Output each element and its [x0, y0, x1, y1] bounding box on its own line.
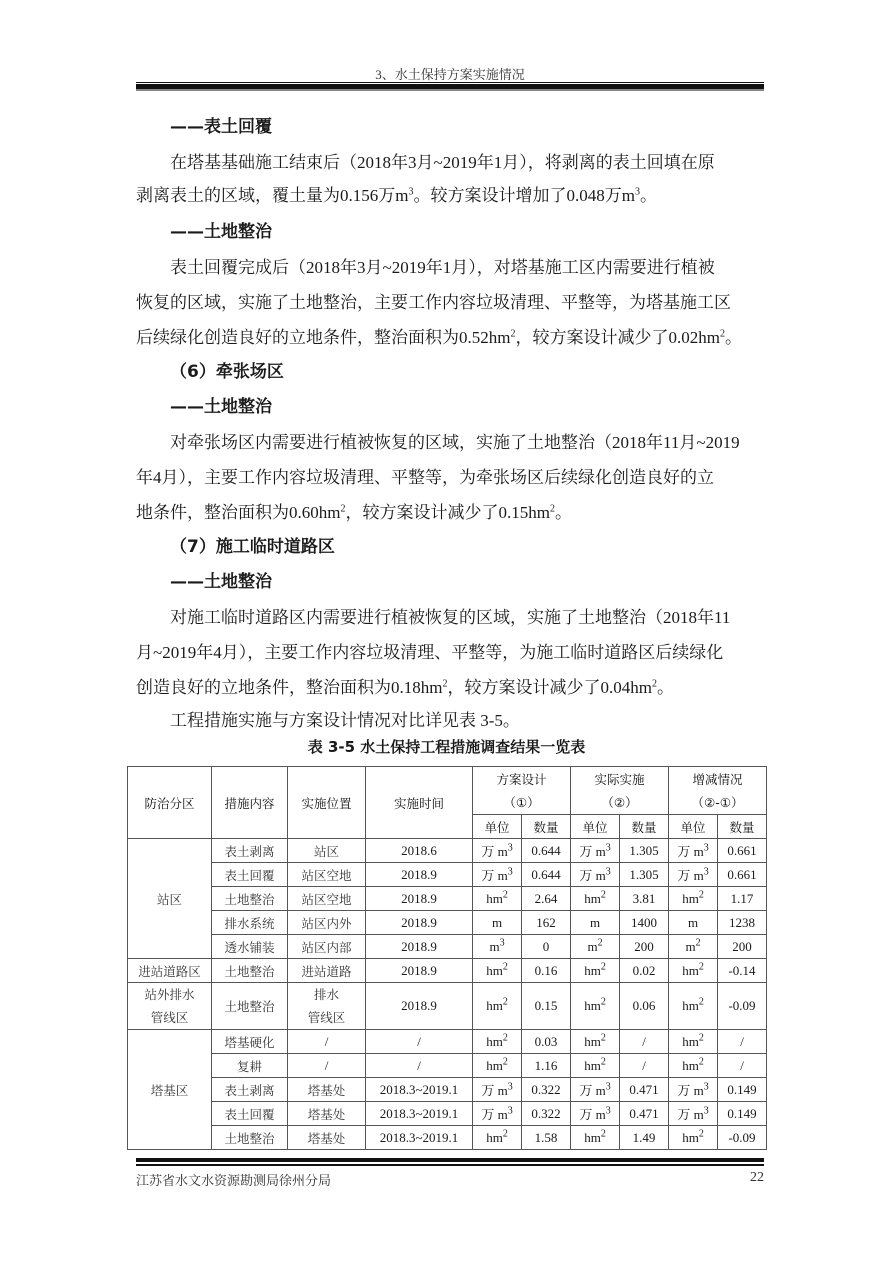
unit-cell: 万 $m^3$ — [473, 1078, 522, 1102]
unit-cell: 万 $m^3$ — [473, 839, 522, 863]
table-caption: 表 3-5 水土保持工程措施调查结果一览表 — [307, 738, 586, 756]
time-cell: 2018.9 — [366, 959, 473, 983]
location-cell: 站区空地 — [288, 863, 366, 887]
paragraph-line: 表土回覆完成后（2018年3月~2019年1月），对塔基施工区内需要进行植被 — [170, 258, 715, 277]
section-title-temp-road: （7）施工临时道路区 — [170, 537, 335, 557]
table-row — [128, 863, 767, 887]
unit-cell: 万 $m^3$ — [473, 1102, 522, 1126]
location-cell: 站区内外 — [288, 911, 366, 935]
unit-cell: $m^2$ — [669, 935, 718, 959]
unit-cell: m — [571, 911, 620, 935]
quantity-cell: 0.661 — [718, 839, 767, 863]
location-cell: 站区空地 — [288, 887, 366, 911]
time-cell: 2018.6 — [366, 839, 473, 863]
quantity-cell: 0.16 — [522, 959, 571, 983]
quantity-cell: 1.49 — [620, 1126, 669, 1150]
location-cell: 进站道路 — [288, 959, 366, 983]
measure-cell: 土地整治 — [212, 1126, 288, 1150]
unit-cell: $hm^2$ — [571, 959, 620, 983]
location-cell: 站区内部 — [288, 935, 366, 959]
page-number: 22 — [750, 1170, 764, 1185]
unit-cell: $hm^2$ — [571, 887, 620, 911]
quantity-cell: / — [718, 1030, 767, 1054]
header-design: 方案设计 （①） — [473, 767, 571, 815]
time-cell: 2018.3~2019.1 — [366, 1102, 473, 1126]
time-cell: 2018.9 — [366, 887, 473, 911]
unit-cell: $hm^2$ — [571, 983, 620, 1030]
section-heading-land-rehab: ——土地整治 — [170, 572, 272, 592]
unit-cell: $hm^2$ — [473, 1030, 522, 1054]
paragraph-line: 在塔基基础施工结束后（2018年3月~2019年1月），将剥离的表土回填在原 — [170, 153, 715, 172]
header-unit: 单位 — [571, 815, 620, 839]
location-cell: 站区 — [288, 839, 366, 863]
paragraph-line: 月~2019年4月），主要工作内容垃圾清理、平整等，为施工临时道路区后续绿化 — [136, 643, 724, 662]
header-rule — [136, 82, 764, 91]
measure-cell: 土地整治 — [212, 959, 288, 983]
section-heading-topsoil-backfill: ——表土回覆 — [170, 117, 272, 137]
quantity-cell: 2.64 — [522, 887, 571, 911]
quantity-cell: -0.14 — [718, 959, 767, 983]
measure-cell: 土地整治 — [212, 887, 288, 911]
header-unit: 单位 — [473, 815, 522, 839]
table-row — [128, 1102, 767, 1126]
header-measure: 措施内容 — [212, 767, 288, 839]
measure-cell: 排水系统 — [212, 911, 288, 935]
section-title-tension-site: （6）牵张场区 — [170, 362, 284, 382]
time-cell: / — [366, 1030, 473, 1054]
unit-cell: $hm^2$ — [571, 1054, 620, 1078]
quantity-cell: 0.06 — [620, 983, 669, 1030]
table-row — [128, 911, 767, 935]
measure-cell: 土地整治 — [212, 983, 288, 1030]
paragraph-line: 对施工临时道路区内需要进行植被恢复的区域，实施了土地整治（2018年11 — [170, 608, 731, 627]
quantity-cell: 162 — [522, 911, 571, 935]
table-row — [128, 983, 767, 1030]
time-cell: 2018.9 — [366, 911, 473, 935]
quantity-cell: 1.58 — [522, 1126, 571, 1150]
header-qty: 数量 — [620, 815, 669, 839]
quantity-cell: 0.471 — [620, 1078, 669, 1102]
unit-cell: $hm^2$ — [473, 887, 522, 911]
measure-cell: 塔基硬化 — [212, 1030, 288, 1054]
header-qty: 数量 — [522, 815, 571, 839]
unit-cell: m — [669, 911, 718, 935]
section-heading-land-rehab: ——土地整治 — [170, 222, 272, 242]
header-location: 实施位置 — [288, 767, 366, 839]
unit-cell: 万 $m^3$ — [669, 863, 718, 887]
quantity-cell: 1238 — [718, 911, 767, 935]
quantity-cell: / — [620, 1054, 669, 1078]
quantity-cell: 0.644 — [522, 863, 571, 887]
location-cell: / — [288, 1030, 366, 1054]
paragraph-line: 后续绿化创造良好的立地条件，整治面积为$0.52hm^2$，较方案设计减少了$0.02hm^2$。 — [136, 328, 742, 347]
section-heading-land-rehab: ——土地整治 — [170, 397, 272, 417]
unit-cell: $hm^2$ — [669, 959, 718, 983]
quantity-cell: 200 — [620, 935, 669, 959]
zone-cell: 进站道路区 — [128, 959, 212, 983]
quantity-cell: 1.17 — [718, 887, 767, 911]
time-cell: 2018.9 — [366, 863, 473, 887]
unit-cell: $hm^2$ — [473, 1126, 522, 1150]
unit-cell: m — [473, 911, 522, 935]
unit-cell: 万 $m^3$ — [571, 1078, 620, 1102]
quantity-cell: 0.03 — [522, 1030, 571, 1054]
measure-cell: 表土回覆 — [212, 1102, 288, 1126]
zone-cell: 塔基区 — [128, 1030, 212, 1150]
paragraph-line: 工程措施实施与方案设计情况对比详见表 3-5。 — [170, 711, 520, 730]
quantity-cell: 3.81 — [620, 887, 669, 911]
quantity-cell: / — [718, 1054, 767, 1078]
table-row — [128, 1030, 767, 1054]
unit-cell: $hm^2$ — [669, 983, 718, 1030]
quantity-cell: 200 — [718, 935, 767, 959]
table-row — [128, 1078, 767, 1102]
unit-cell: $hm^2$ — [571, 1126, 620, 1150]
unit-cell: 万 $m^3$ — [669, 1102, 718, 1126]
quantity-cell: / — [620, 1030, 669, 1054]
quantity-cell: 1400 — [620, 911, 669, 935]
zone-cell: 站区 — [128, 839, 212, 959]
quantity-cell: 1.305 — [620, 839, 669, 863]
quantity-cell: 0.322 — [522, 1078, 571, 1102]
unit-cell: $hm^2$ — [669, 1030, 718, 1054]
unit-cell: $m^3$ — [473, 935, 522, 959]
paragraph-line: 年4月），主要工作内容垃圾清理、平整等，为牵张场区后续绿化创造良好的立 — [136, 468, 714, 487]
unit-cell: $hm^2$ — [669, 1054, 718, 1078]
measure-cell: 表土剥离 — [212, 1078, 288, 1102]
time-cell: 2018.3~2019.1 — [366, 1078, 473, 1102]
paragraph-line: 地条件，整治面积为$0.60hm^2$，较方案设计减少了$0.15hm^2$。 — [136, 503, 572, 522]
quantity-cell: 0.02 — [620, 959, 669, 983]
unit-cell: 万 $m^3$ — [571, 1102, 620, 1126]
time-cell: 2018.3~2019.1 — [366, 1126, 473, 1150]
quantity-cell: 0.322 — [522, 1102, 571, 1126]
measure-cell: 透水铺装 — [212, 935, 288, 959]
unit-cell: $hm^2$ — [473, 959, 522, 983]
unit-cell: $hm^2$ — [473, 983, 522, 1030]
paragraph-line: 对牵张场区内需要进行植被恢复的区域，实施了土地整治（2018年11月~2019 — [170, 433, 740, 452]
quantity-cell: 0.644 — [522, 839, 571, 863]
table-row — [128, 839, 767, 863]
unit-cell: 万 $m^3$ — [669, 1078, 718, 1102]
measure-cell: 表土回覆 — [212, 863, 288, 887]
quantity-cell: 0.149 — [718, 1102, 767, 1126]
table-row — [128, 959, 767, 983]
time-cell: 2018.9 — [366, 935, 473, 959]
quantity-cell: 0.471 — [620, 1102, 669, 1126]
footer-rule — [136, 1158, 764, 1166]
table-row — [128, 935, 767, 959]
header-change: 增减情况 （②-①） — [669, 767, 767, 815]
quantity-cell: -0.09 — [718, 1126, 767, 1150]
location-cell: 塔基处 — [288, 1078, 366, 1102]
unit-cell: $hm^2$ — [571, 1030, 620, 1054]
table-row — [128, 887, 767, 911]
unit-cell: $hm^2$ — [669, 1126, 718, 1150]
unit-cell: 万 $m^3$ — [571, 839, 620, 863]
time-cell: / — [366, 1054, 473, 1078]
location-cell: 排水 管线区 — [288, 983, 366, 1030]
location-cell: 塔基处 — [288, 1102, 366, 1126]
measure-cell: 表土剥离 — [212, 839, 288, 863]
zone-cell: 站外排水 管线区 — [128, 983, 212, 1030]
unit-cell: 万 $m^3$ — [571, 863, 620, 887]
paragraph-line: 创造良好的立地条件，整治面积为$0.18hm^2$，较方案设计减少了$0.04hm^2$。 — [136, 678, 674, 697]
measure-cell: 复耕 — [212, 1054, 288, 1078]
unit-cell: $m^2$ — [571, 935, 620, 959]
paragraph-line: 恢复的区域，实施了土地整治，主要工作内容垃圾清理、平整等，为塔基施工区 — [136, 293, 731, 312]
unit-cell: 万 $m^3$ — [473, 863, 522, 887]
quantity-cell: 0.15 — [522, 983, 571, 1030]
location-cell: / — [288, 1054, 366, 1078]
page-header: 3、水土保持方案实施情况 — [375, 67, 525, 82]
header-qty: 数量 — [718, 815, 767, 839]
quantity-cell: 1.305 — [620, 863, 669, 887]
quantity-cell: 0 — [522, 935, 571, 959]
time-cell: 2018.9 — [366, 983, 473, 1030]
quantity-cell: 0.149 — [718, 1078, 767, 1102]
quantity-cell: 1.16 — [522, 1054, 571, 1078]
measures-table — [127, 766, 767, 1150]
table-row — [128, 1054, 767, 1078]
quantity-cell: -0.09 — [718, 983, 767, 1030]
unit-cell: 万 $m^3$ — [669, 839, 718, 863]
header-zone: 防治分区 — [128, 767, 212, 839]
table-header-row — [128, 767, 767, 815]
header-actual: 实际实施 （②） — [571, 767, 669, 815]
unit-cell: $hm^2$ — [473, 1054, 522, 1078]
header-unit: 单位 — [669, 815, 718, 839]
quantity-cell: 0.661 — [718, 863, 767, 887]
paragraph-line: 剥离表土的区域，覆土量为0.156万$m^3$。较方案设计增加了0.048万$m^3$。 — [136, 186, 657, 205]
table-row — [128, 1126, 767, 1150]
header-time: 实施时间 — [366, 767, 473, 839]
footer-organization: 江苏省水文水资源勘测局徐州分局 — [136, 1174, 332, 1189]
location-cell: 塔基处 — [288, 1126, 366, 1150]
unit-cell: $hm^2$ — [669, 887, 718, 911]
